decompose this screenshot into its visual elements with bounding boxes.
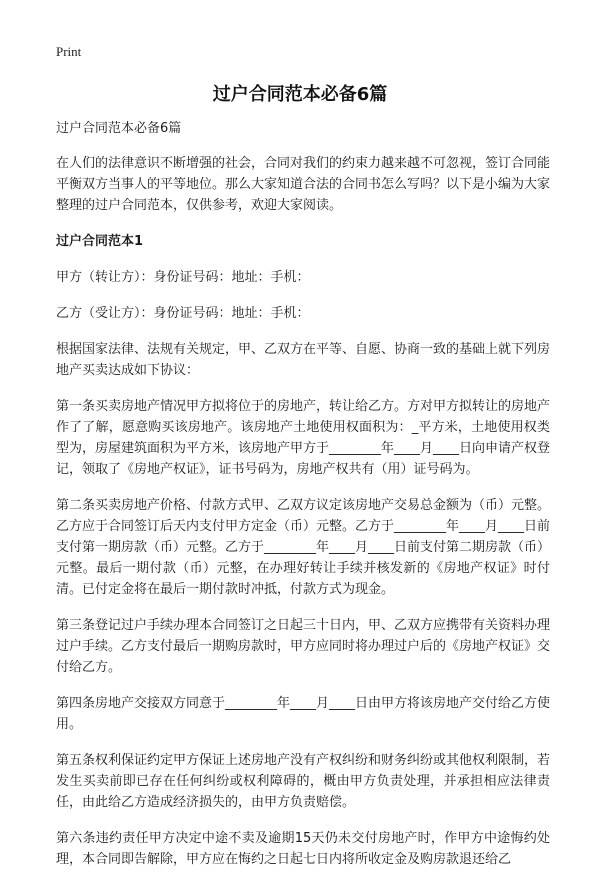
party-a-line: 甲方（转让方）：身份证号码：地址：手机： bbox=[56, 270, 310, 285]
clause-1-paragraph: 第一条买卖房地产情况甲方拟将位于的房地产，转让给乙方。方对甲方拟转让的房地产作了了解，愿意购买该房地产。该房地产土地使用权面积为：_平方米，土地使用权类型为，房屋建筑面积为平方米，该房地产甲方于________年____月____日向申请产权登记，领取了《房地产权证》，证书号码为，房地产权共有（用）证号码为。 bbox=[56, 399, 551, 477]
intro-paragraph: 在人们的法律意识不断增强的社会，合同对我们的约束力越来越不可忽视，签订合同能平衡双方当事人的平等地位。那么大家知道合法的合同书怎么写吗？以下是小编为大家整理的过户合同范本，仅供参考，欢迎大家阅读。 bbox=[56, 156, 551, 213]
clause-3-paragraph: 第三条登记过户手续办理本合同签订之日起三十日内，甲、乙双方应携带有关资料办理过户手续。乙方支付最后一期购房款时，甲方应同时将办理过户后的《房地产权证》交付给乙方。 bbox=[56, 618, 551, 675]
print-link[interactable]: Print bbox=[56, 44, 82, 59]
clause-4-paragraph: 第四条房地产交接双方同意于________年____月____日由甲方将该房地产交付给乙方使用。 bbox=[56, 696, 551, 732]
clause-5-paragraph: 第五条权利保证约定甲方保证上述房地产没有产权纠纷和财务纠纷或其他权利限制，若发生买卖前即已存在任何纠纷或权利障碍的，概由甲方负责处理，并承担相应法律责任，由此给乙方造成经济损失的，由甲方负责赔偿。 bbox=[56, 753, 551, 810]
page-title: 过户合同范本必备6篇 bbox=[212, 84, 388, 105]
document-subtitle: 过户合同范本必备6篇 bbox=[56, 121, 182, 136]
preamble-paragraph: 根据国家法律、法规有关规定，甲、乙双方在平等、自愿、协商一致的基础上就下列房地产买卖达成如下协议： bbox=[56, 342, 551, 378]
section-heading: 过户合同范本1 bbox=[56, 234, 144, 249]
document-body bbox=[56, 118, 550, 885]
clause-2-paragraph: 第二条买卖房地产价格、付款方式甲、乙双方议定该房地产交易总金额为（币）元整。乙方应于合同签订后天内支付甲方定金（币）元整。乙方于________年____月____日前支付第一期房款（币）元整。乙方于________年____月____日前支付第二期房款（币）元整。最后一期付款（币）元整，在办理好转让手续并核发新的《房地产权证》时付清。已付定金将在最后一期付款时冲抵，付款方式为现金。 bbox=[56, 498, 551, 597]
clause-6-paragraph: 第六条违约责任甲方决定中途不卖及逾期15天仍未交付房地产时，作甲方中途悔约处理，本合同即告解除，甲方应在悔约之日起七日内将所收定金及购房款退还给乙 bbox=[56, 831, 550, 867]
party-b-line: 乙方（受让方）：身份证号码：地址：手机： bbox=[56, 306, 310, 321]
